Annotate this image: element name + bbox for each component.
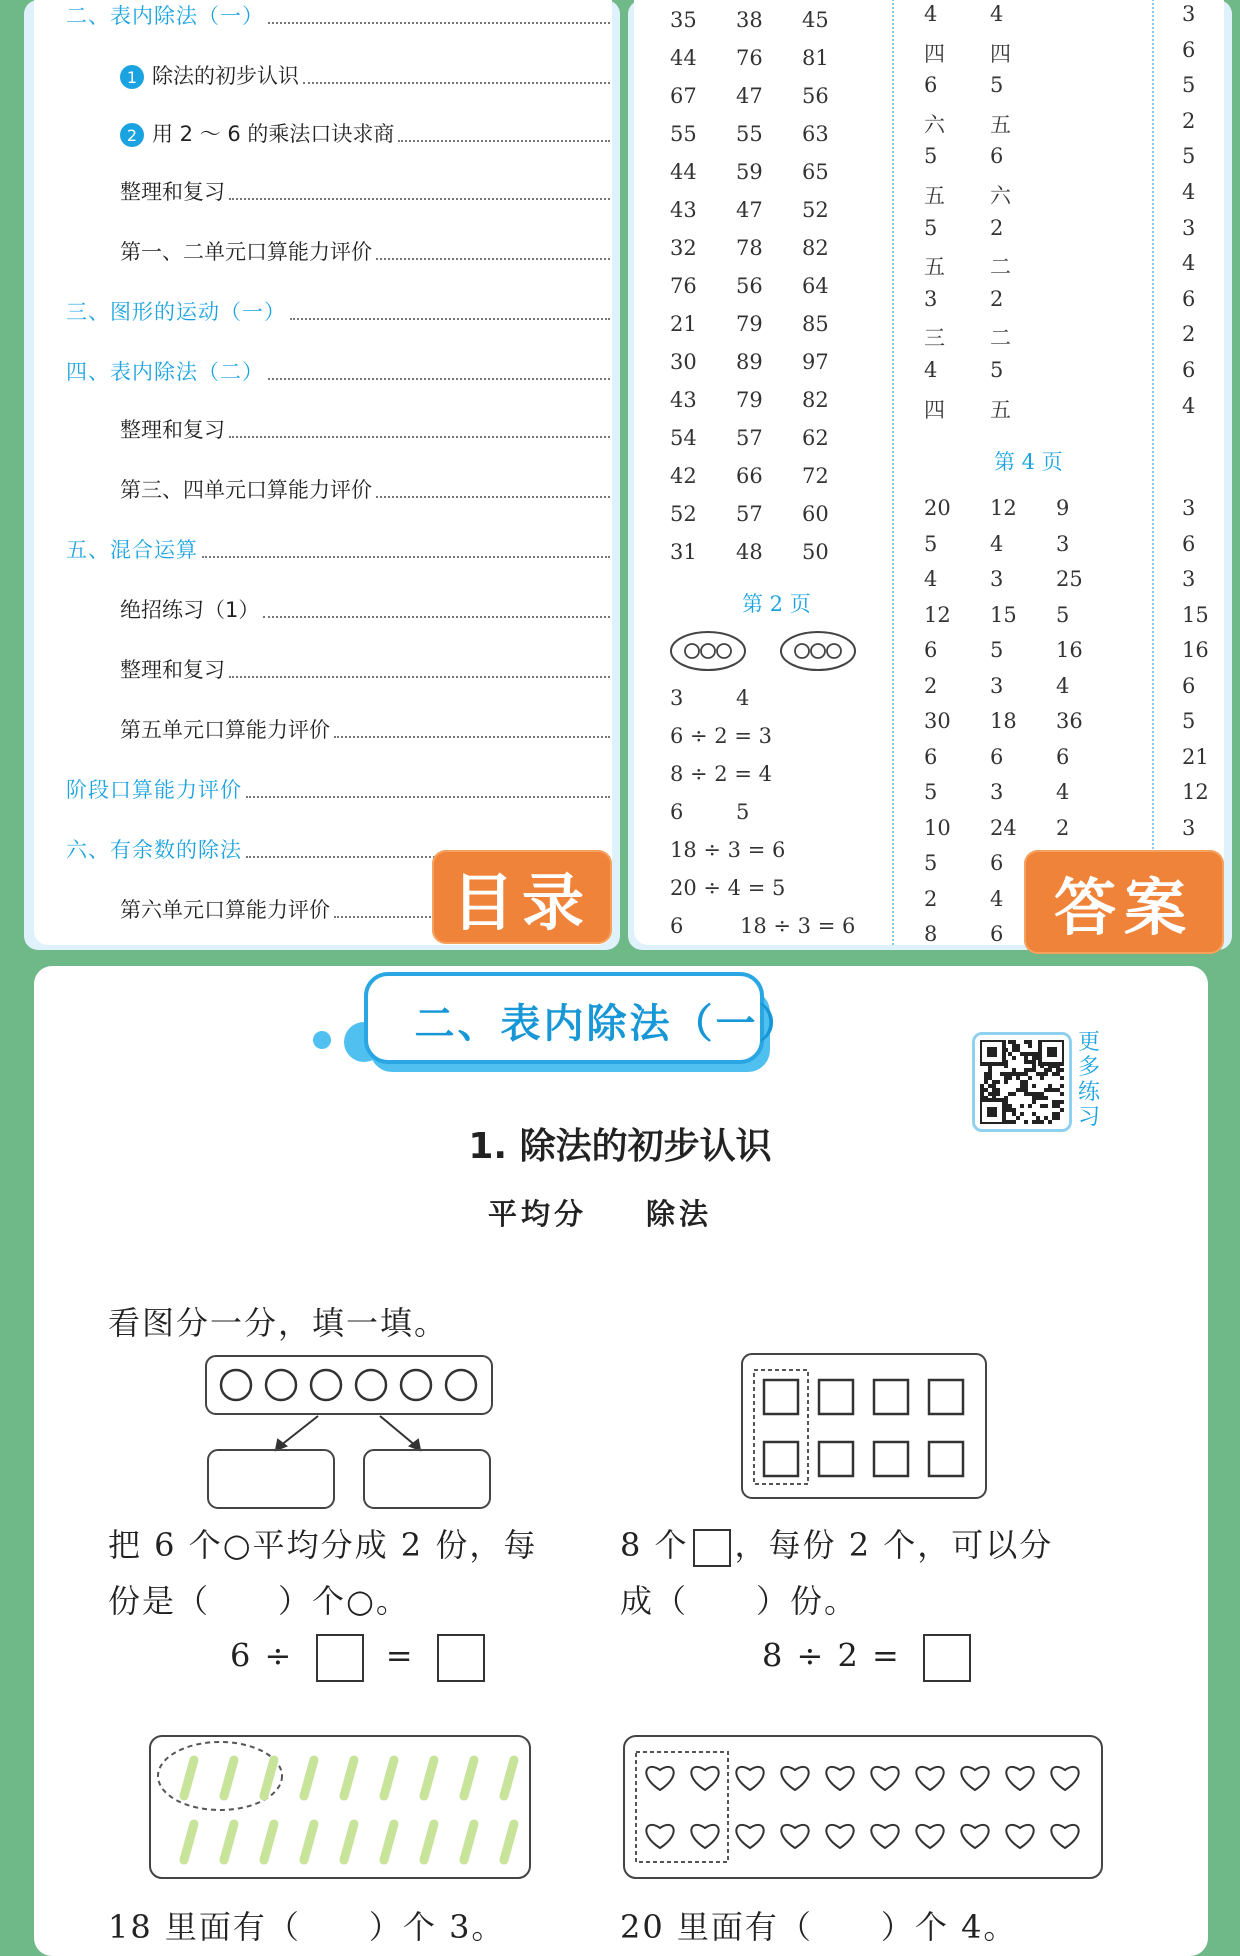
answer-cell: 4: [924, 358, 938, 382]
q2-answer-box[interactable]: [923, 1634, 971, 1682]
toc-item[interactable]: [120, 236, 610, 266]
answer-cell: 20 ÷ 4 = 5: [670, 876, 786, 900]
toc-item-label: [120, 594, 259, 624]
heart-icon: [736, 1767, 763, 1790]
answer-cell: 第 4 页: [994, 450, 1063, 474]
q1-answer-box-quotient[interactable]: [437, 1634, 485, 1682]
heart-icon: [736, 1825, 763, 1848]
answer-cell: 5: [1182, 73, 1196, 98]
answer-cell: 3: [990, 567, 1004, 591]
answer-cell: 6: [1182, 358, 1196, 382]
answer-cell: 2: [990, 286, 1004, 311]
q2-eq-left: 8 ÷ 2 =: [762, 1636, 901, 1675]
answer-cell: 5: [1182, 144, 1196, 169]
heart-icon: [691, 1767, 718, 1790]
q1-line-2: 份是（ ）个○。: [108, 1582, 410, 1620]
toc-item[interactable]: [120, 118, 610, 148]
heart-icon: [961, 1767, 988, 1790]
stick: [344, 1760, 354, 1796]
toc-item-text: 四、表内除法（二）: [66, 360, 264, 384]
toc-item-label: [66, 296, 286, 326]
toc-leader-dots: [229, 198, 610, 200]
stick: [384, 1760, 394, 1796]
stick: [464, 1760, 474, 1796]
answer-cell: 5: [924, 531, 938, 556]
answer-cell: 六: [924, 112, 945, 137]
answer-cell: 3: [1182, 496, 1196, 520]
toc-item[interactable]: [66, 356, 610, 386]
answer-cell: 97: [802, 350, 829, 374]
toc-item-text: 第五单元口算能力评价: [120, 718, 330, 742]
answer-cell: 78: [736, 236, 763, 260]
toc-item[interactable]: [66, 534, 610, 564]
toc-item-text: 用 2 ～ 6 的乘法口诀求商: [152, 122, 395, 146]
answer-cell: 4: [1182, 393, 1196, 418]
answer-cell: 10: [924, 815, 951, 840]
answer-cell: 4: [1182, 180, 1196, 204]
toc-item-label: [66, 534, 198, 564]
answer-cell: 42: [670, 464, 697, 488]
heart-icon: [1051, 1767, 1078, 1790]
answers-tag: 答案: [1024, 850, 1224, 954]
heart-icon: [871, 1825, 898, 1848]
answer-cell: 63: [802, 122, 829, 146]
answer-cell: 47: [736, 198, 763, 222]
stick: [464, 1824, 474, 1860]
q1-line-1: 把 6 个○平均分成 2 份，每: [108, 1526, 538, 1564]
toc-item[interactable]: [120, 594, 610, 624]
stick: [224, 1760, 234, 1796]
toc-item-text: 六、有余数的除法: [66, 838, 242, 862]
heart-icon: [1051, 1825, 1078, 1848]
subtitle-average-share: 平均分: [488, 1197, 588, 1231]
answer-cell: 二: [990, 326, 1011, 351]
answer-cell: 六: [990, 184, 1011, 208]
stick: [384, 1824, 394, 1860]
answer-cell: 56: [736, 274, 763, 298]
answer-cell: 79: [736, 388, 763, 412]
answer-cell: 5: [924, 144, 938, 169]
toc-item-label: [120, 60, 299, 90]
answer-cell: 12: [924, 602, 951, 627]
answer-cell: 55: [736, 122, 763, 146]
heart-icon: [781, 1767, 808, 1790]
toc-item-text: 第六单元口算能力评价: [120, 898, 330, 922]
answer-cell: 3: [990, 780, 1004, 804]
toc-tag: 目录: [432, 850, 612, 944]
toc-item-text: 除法的初步认识: [152, 64, 299, 88]
answer-cell: 3: [1182, 815, 1196, 840]
answer-cell: 5: [1182, 709, 1196, 733]
answer-cell: 5: [924, 851, 938, 875]
answer-cell: 18: [990, 709, 1017, 733]
answer-cell: 81: [802, 46, 829, 70]
answer-cell: 35: [670, 8, 697, 32]
answer-cell: 6: [1182, 673, 1196, 698]
toc-item-text: 第一、二单元口算能力评价: [120, 240, 372, 264]
q3-figure: [148, 1734, 538, 1884]
answer-cell: 12: [990, 496, 1017, 520]
toc-item-label: [120, 118, 394, 148]
answer-cell: 30: [924, 709, 951, 733]
answer-cell: 2: [924, 886, 938, 911]
answer-cell: 3: [924, 286, 938, 311]
answer-cell: 6: [990, 744, 1004, 769]
answer-cell: 3: [1182, 567, 1196, 591]
toc-item[interactable]: [66, 296, 610, 326]
answer-cell: 65: [802, 160, 829, 184]
answer-oval-groups: [668, 626, 888, 676]
toc-item-text: 第三、四单元口算能力评价: [120, 478, 372, 502]
q2-group-dashed: [754, 1370, 808, 1484]
answer-oval-circle: [701, 644, 715, 658]
answer-cell: 15: [1182, 602, 1209, 627]
answer-cell: 48: [736, 540, 763, 564]
heart-icon: [691, 1825, 718, 1848]
q2-line-1-b: ，每份 2 个，可以分: [734, 1526, 1054, 1564]
stick: [184, 1760, 194, 1796]
heart-icon: [646, 1825, 673, 1848]
stick: [184, 1824, 194, 1860]
toc-item-label: [120, 654, 225, 684]
toc-item[interactable]: [120, 414, 610, 444]
stick: [504, 1824, 514, 1860]
toc-leader-dots: [268, 22, 610, 24]
toc-leader-dots: [229, 436, 610, 438]
answer-cell: 52: [670, 502, 697, 526]
heart-icon: [826, 1825, 853, 1848]
answer-oval-circle: [827, 644, 841, 658]
answer-cell: 66: [736, 464, 763, 488]
heart-icon: [916, 1825, 943, 1848]
answer-cell: 4: [1056, 673, 1070, 698]
toc-item[interactable]: [120, 474, 610, 504]
answer-oval: [671, 632, 745, 670]
answer-cell: 4: [990, 2, 1004, 26]
answers-page: [634, 0, 1224, 945]
answer-cell: 67: [670, 84, 697, 108]
heart-icon: [1006, 1767, 1033, 1790]
answer-cell: 76: [736, 46, 763, 70]
heart-icon: [826, 1767, 853, 1790]
toc-item-label: [120, 176, 225, 206]
answer-cell: 6: [1182, 37, 1196, 62]
heart-icon: [1006, 1825, 1033, 1848]
answer-cell: 6: [670, 914, 684, 938]
lesson-title: 1. 除法的初步认识: [468, 1126, 772, 1167]
heart-icon: [871, 1767, 898, 1790]
q1-answer-box-divisor[interactable]: [316, 1634, 364, 1682]
answer-cell: 4: [1182, 251, 1196, 276]
stick: [224, 1824, 234, 1860]
answer-cell: 20: [924, 496, 951, 520]
stick: [504, 1760, 514, 1796]
q1-eq-left: 6 ÷: [230, 1636, 294, 1675]
toc-item-text: 五、混合运算: [66, 538, 198, 562]
toc-item-text: 二、表内除法（一）: [66, 4, 264, 28]
heart-icon: [916, 1767, 943, 1790]
answer-cell: 3: [670, 686, 684, 710]
answer-cell: 15: [990, 602, 1017, 627]
answer-cell: 62: [802, 426, 829, 450]
answer-cell: 31: [670, 540, 697, 564]
instruction: 看图分一分，填一填。: [108, 1304, 449, 1342]
answer-cell: 64: [802, 274, 829, 298]
answer-cell: 5: [924, 215, 938, 240]
toc-item[interactable]: [120, 714, 610, 744]
answer-cell: 38: [736, 8, 763, 32]
answer-cell: 82: [802, 236, 829, 260]
answer-cell: 44: [670, 160, 697, 184]
answer-cell: 36: [1056, 709, 1083, 733]
heart-icon: [961, 1825, 988, 1848]
q2-squares: [764, 1380, 963, 1476]
answer-cell: 12: [1182, 780, 1209, 804]
answer-cell: 6 ÷ 2 = 3: [670, 724, 772, 748]
answer-cell: 6: [670, 800, 684, 824]
answer-cell: 6: [1056, 744, 1070, 769]
answer-cell: 43: [670, 388, 697, 412]
answer-cell: 45: [802, 8, 829, 32]
toc-item-label: [120, 414, 225, 444]
answer-cell: 4: [924, 567, 938, 591]
answer-cell: 47: [736, 84, 763, 108]
toc-leader-dots: [202, 556, 610, 558]
answer-column-divider: [892, 0, 894, 945]
toc-leader-dots: [246, 796, 610, 798]
q2-figure: [740, 1352, 990, 1502]
answer-cell: 5: [990, 358, 1004, 382]
answer-cell: 79: [736, 312, 763, 336]
toc-item[interactable]: [120, 654, 610, 684]
answer-cell: 59: [736, 160, 763, 184]
answer-cell: 6: [990, 851, 1004, 875]
answer-cell: 四: [924, 397, 945, 422]
answer-cell: 32: [670, 236, 697, 260]
toc-item[interactable]: [66, 774, 610, 804]
stick: [264, 1760, 274, 1796]
answer-cell: 五: [924, 184, 945, 208]
stick: [304, 1824, 314, 1860]
q1-equation: [230, 1634, 485, 1682]
answer-cell: 2: [924, 673, 938, 698]
toc-item[interactable]: [120, 176, 610, 206]
stick: [304, 1760, 314, 1796]
answer-cell: 2: [1056, 815, 1070, 840]
toc-item-label: [120, 714, 330, 744]
q1-share-box-right: [364, 1450, 490, 1508]
answer-cell: 4: [1056, 780, 1070, 804]
answer-cell: 76: [670, 274, 697, 298]
answer-cell: 第 2 页: [742, 592, 811, 616]
q2-equation: [762, 1634, 971, 1682]
answer-cell: 五: [924, 255, 945, 280]
answer-cell: 44: [670, 46, 697, 70]
answer-oval-circle: [811, 644, 825, 658]
subtitle-division: 除法: [646, 1197, 713, 1231]
q3-text: 18 里面有（ ）个 3。: [108, 1908, 506, 1946]
toc-item-text: 三、图形的运动（一）: [66, 300, 286, 324]
answer-cell: 55: [670, 122, 697, 146]
answer-cell: 6: [924, 638, 938, 662]
answer-cell: 21: [670, 312, 697, 336]
toc-item-label: [66, 834, 242, 864]
answer-cell: 16: [1182, 638, 1209, 662]
toc-item-text: 阶段口算能力评价: [66, 778, 242, 802]
answer-oval-circle: [795, 644, 809, 658]
toc-item-label: [120, 474, 372, 504]
toc-leader-dots: [398, 140, 610, 142]
answer-oval-circle: [717, 644, 731, 658]
toc-leader-dots: [376, 258, 610, 260]
answer-cell: 52: [802, 198, 829, 222]
answer-cell: 3: [1056, 531, 1070, 556]
answer-cell: 18 ÷ 3 = 6: [670, 838, 786, 862]
answer-cell: 五: [990, 397, 1011, 422]
answer-cell: 6: [924, 744, 938, 769]
answer-cell: 16: [1056, 638, 1083, 662]
answer-cell: 82: [802, 388, 829, 412]
q4-group-dashed: [636, 1752, 728, 1862]
toc-item-number-badge: 2: [120, 123, 144, 147]
answer-oval-circle: [685, 644, 699, 658]
toc-item-text: 绝招练习（1）: [120, 598, 260, 622]
toc-leader-dots: [303, 82, 610, 84]
q1-circles: [221, 1370, 476, 1400]
answer-cell: 6: [990, 922, 1004, 945]
answer-cell: 3: [1182, 2, 1196, 26]
toc-item-text: 整理和复习: [120, 658, 225, 682]
q1-figure: [200, 1352, 510, 1512]
answer-cell: 54: [670, 426, 697, 450]
stick: [344, 1824, 354, 1860]
heart-icon: [781, 1825, 808, 1848]
answer-cell: 8 ÷ 2 = 4: [670, 762, 772, 786]
square-symbol-icon: [693, 1529, 731, 1567]
answer-column-divider: [1152, 0, 1154, 945]
toc-item[interactable]: [120, 60, 610, 90]
answer-cell: 24: [990, 815, 1017, 840]
toc-item-label: [66, 774, 242, 804]
answer-cell: 4: [736, 686, 750, 710]
answer-cell: 二: [990, 255, 1011, 280]
answer-cell: 5: [1056, 602, 1070, 627]
q2-line-1: [620, 1520, 1053, 1567]
answer-cell: 50: [802, 540, 829, 564]
toc-leader-dots: [229, 676, 610, 678]
stick: [424, 1824, 434, 1860]
answer-cell: 72: [802, 464, 829, 488]
answer-cell: 60: [802, 502, 829, 526]
answer-cell: 30: [670, 350, 697, 374]
answer-cell: 89: [736, 350, 763, 374]
qr-pattern: [980, 1040, 1064, 1124]
stick: [424, 1760, 434, 1796]
toc-leader-dots: [334, 736, 610, 738]
answer-cell: 5: [736, 800, 750, 824]
answer-cell: 2: [1182, 322, 1196, 347]
toc-leader-dots: [263, 616, 610, 618]
toc-item-label: [66, 0, 264, 30]
answer-oval: [781, 632, 855, 670]
answer-cell: 三: [924, 326, 945, 351]
answer-cell: 6: [1182, 286, 1196, 311]
toc-leader-dots: [376, 496, 610, 498]
heart-icon: [646, 1767, 673, 1790]
toc-page: [34, 0, 612, 945]
q1-eq-equals: =: [385, 1636, 415, 1675]
q2-line-1-a: 8 个: [620, 1526, 689, 1564]
answer-cell: 2: [990, 215, 1004, 240]
toc-item-label: [66, 356, 264, 386]
answer-cell: 57: [736, 426, 763, 450]
banner-dot-small: [313, 1031, 331, 1049]
answer-cell: 18 ÷ 3 = 6: [740, 914, 856, 938]
toc-item-number-badge: 1: [120, 65, 144, 89]
answer-cell: 85: [802, 312, 829, 336]
answer-cell: 6: [990, 144, 1004, 169]
stick: [264, 1824, 274, 1860]
answer-cell: 8: [924, 922, 938, 945]
answer-cell: 3: [1182, 215, 1196, 240]
answer-cell: 2: [1182, 108, 1196, 133]
q1-circle-tray: [206, 1356, 492, 1414]
answer-cell: 3: [990, 673, 1004, 698]
unit-title: 二、表内除法（一）: [414, 1001, 802, 1047]
q4-tray: [624, 1736, 1102, 1878]
toc-item-label: [120, 236, 372, 266]
answer-cell: 9: [1056, 496, 1070, 520]
answer-cell: 21: [1182, 744, 1209, 769]
answer-cell: 4: [990, 886, 1004, 911]
answer-cell: 5: [990, 73, 1004, 98]
q1-arrows: [276, 1416, 420, 1450]
q4-figure: [622, 1734, 1106, 1884]
answer-cell: 五: [990, 112, 1011, 137]
qr-code[interactable]: [972, 1032, 1072, 1132]
answer-cell: 四: [990, 41, 1011, 66]
answer-cell: 4: [990, 531, 1004, 556]
toc-item-text: 整理和复习: [120, 418, 225, 442]
qr-caption: 更多练习: [1078, 1030, 1101, 1130]
q2-line-2: 成（ ）份。: [620, 1582, 859, 1620]
answer-cell: 5: [924, 780, 938, 804]
toc-leader-dots: [268, 378, 610, 380]
answer-cell: 4: [924, 2, 938, 26]
answer-cell: 6: [1182, 531, 1196, 556]
q4-text: 20 里面有（ ）个 4。: [620, 1908, 1018, 1946]
toc-item-label: [120, 894, 330, 924]
answer-cell: 6: [924, 73, 938, 98]
answer-cell: 四: [924, 41, 945, 66]
answer-cell: 25: [1056, 567, 1083, 591]
toc-item-text: 整理和复习: [120, 180, 225, 204]
q1-share-box-left: [208, 1450, 334, 1508]
answer-cell: 43: [670, 198, 697, 222]
toc-leader-dots: [290, 318, 610, 320]
answer-cell: 56: [802, 84, 829, 108]
answer-cell: 57: [736, 502, 763, 526]
answer-cell: 5: [990, 638, 1004, 662]
toc-item[interactable]: [66, 0, 610, 30]
